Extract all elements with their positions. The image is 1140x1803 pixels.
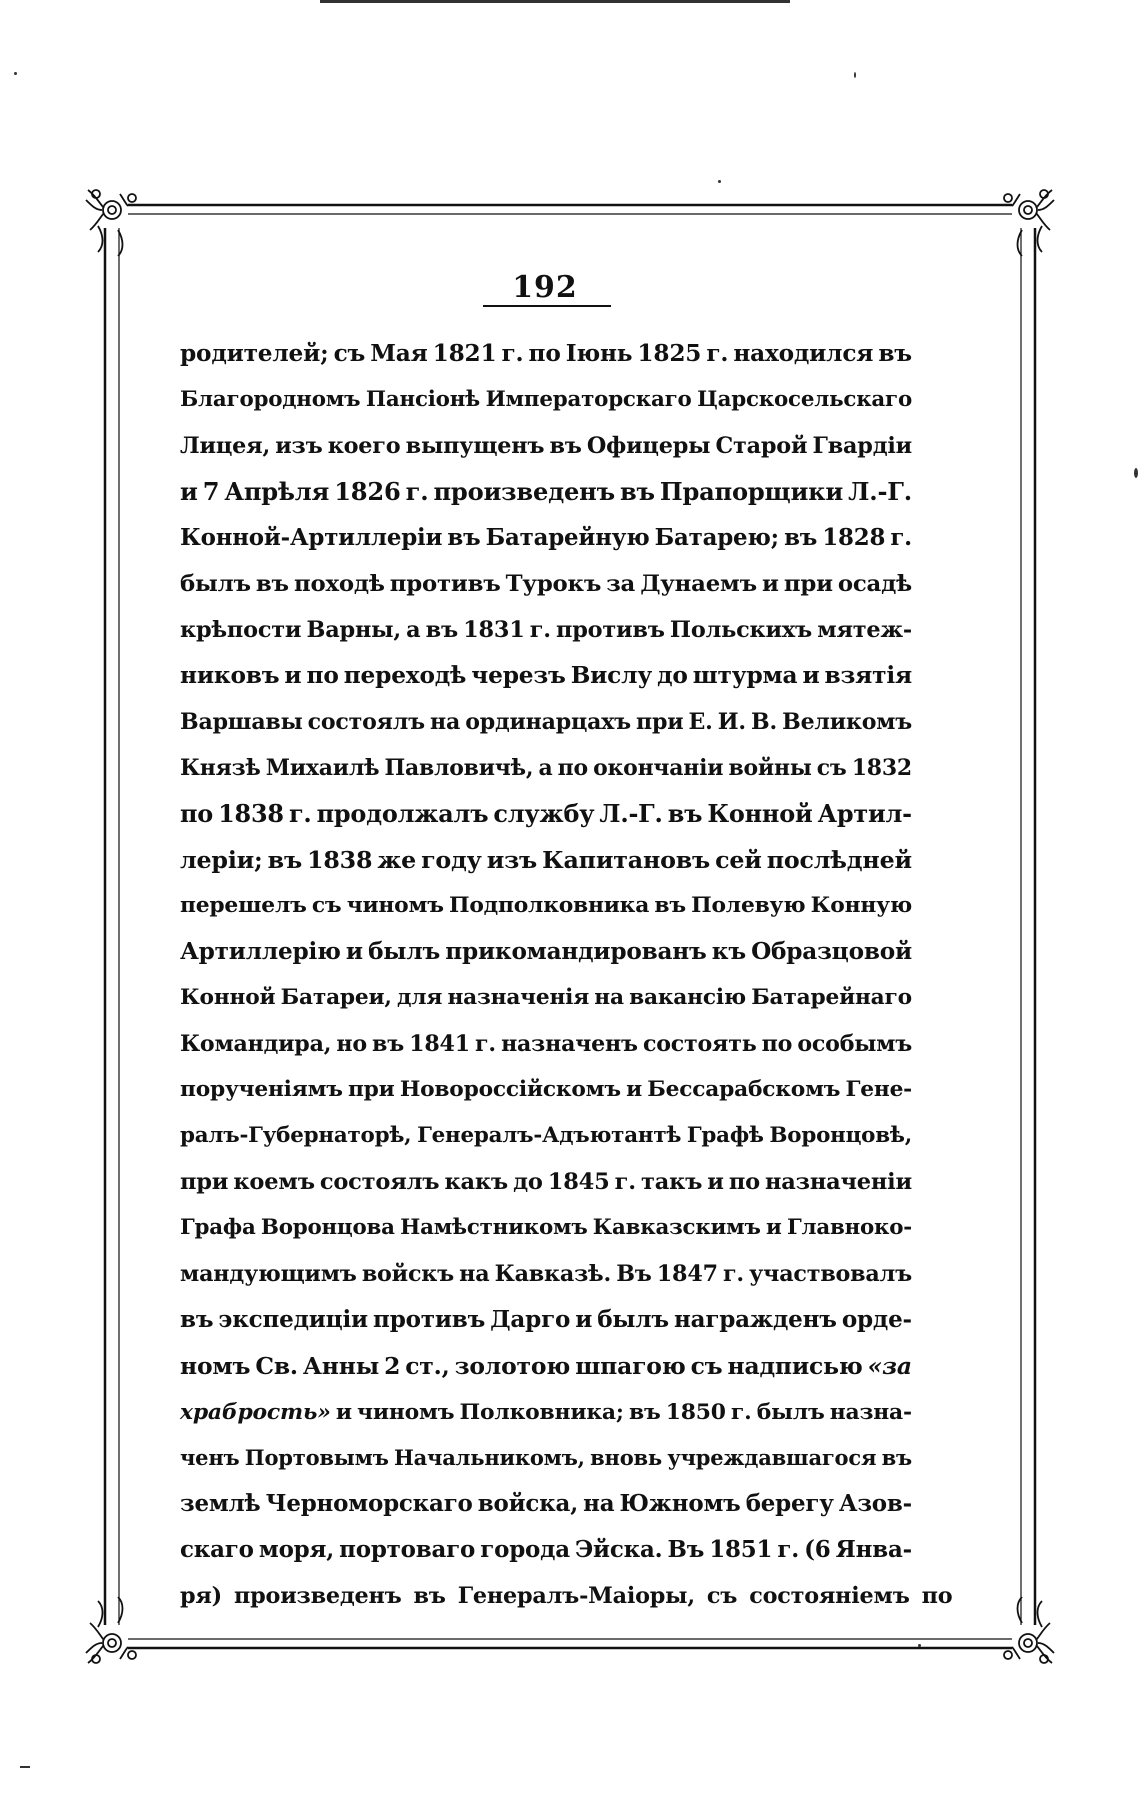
word: и — [802, 662, 820, 689]
word: послѣдней — [766, 846, 912, 874]
word: взятія — [824, 662, 912, 689]
text-line — [180, 1481, 912, 1527]
word: г. — [288, 800, 312, 828]
text-line — [180, 745, 912, 791]
word: состоялъ — [319, 1169, 440, 1195]
text-line — [180, 653, 912, 699]
word: такъ — [640, 1169, 703, 1195]
word: Артиллерію — [180, 938, 341, 965]
word: Воронцовѣ, — [769, 1123, 912, 1148]
word: состоять — [642, 1031, 757, 1057]
word: 1845 — [547, 1169, 610, 1195]
text-line — [180, 1159, 912, 1205]
word: состоялъ — [307, 709, 425, 735]
word: Черноморскаго — [265, 1490, 473, 1517]
word: Графа — [180, 1215, 256, 1240]
word: за — [606, 571, 636, 597]
word: г. — [529, 617, 551, 643]
word: а — [538, 755, 553, 781]
scan-speck — [14, 72, 17, 75]
word: ченъ — [180, 1445, 240, 1470]
text-line — [180, 1021, 912, 1067]
word: до — [657, 662, 688, 689]
word: и — [335, 1399, 352, 1425]
scan-speck — [918, 1644, 921, 1647]
word: но — [336, 1031, 367, 1057]
word: Анны — [302, 1352, 380, 1380]
word: ралъ-Губернаторѣ, — [180, 1123, 412, 1148]
word: въ — [549, 433, 582, 459]
word: по — [761, 1031, 793, 1057]
word: съ — [706, 1583, 738, 1609]
word: при — [636, 709, 684, 735]
text-line — [180, 1067, 912, 1113]
word: особымъ — [797, 1031, 912, 1057]
word: въ — [413, 1583, 446, 1609]
word: Новороссійскомъ — [399, 1077, 621, 1102]
text-line — [180, 1573, 953, 1619]
word: Князѣ — [180, 755, 261, 781]
word: черезъ — [471, 662, 566, 689]
scan-speck — [20, 1766, 30, 1768]
word: Генералъ-Маіоры, — [457, 1583, 695, 1609]
word: орде- — [841, 1306, 912, 1333]
word: Вислу — [570, 662, 653, 689]
word: по — [528, 340, 561, 367]
word: состояніемъ — [749, 1583, 910, 1609]
word: и — [180, 477, 198, 506]
word: произведенъ — [433, 477, 615, 506]
word: ординарцахъ — [465, 709, 631, 735]
word: въ — [784, 524, 818, 551]
word: назначеніи — [765, 1169, 912, 1195]
word: окончаніи — [593, 755, 724, 781]
word: Бессарабскомъ — [647, 1077, 841, 1102]
word: Артил- — [817, 800, 912, 828]
word: г. — [501, 340, 524, 367]
word: съ — [690, 1352, 723, 1380]
word: до — [513, 1169, 543, 1195]
word: на — [594, 985, 624, 1010]
word: по — [557, 755, 588, 781]
word: скаго — [180, 1536, 254, 1563]
word: Азов- — [838, 1490, 912, 1517]
word: Батарейную — [485, 524, 650, 551]
word: на — [459, 1261, 490, 1287]
word: въ — [372, 1031, 404, 1057]
word: по — [921, 1583, 953, 1609]
word: осадѣ — [837, 571, 912, 597]
word: 1847 — [656, 1261, 718, 1287]
word: порученіямъ — [180, 1077, 343, 1102]
corner-ornament-top-right — [1004, 190, 1054, 256]
text-line — [180, 377, 912, 423]
word: войска, — [477, 1490, 578, 1517]
word: Генералъ-Адъютантѣ — [417, 1123, 682, 1148]
word: Конную — [810, 893, 912, 918]
word: году — [421, 846, 482, 874]
word: въ — [667, 800, 703, 828]
word: золотою — [454, 1352, 571, 1380]
word: 1821 — [432, 340, 497, 367]
word: г. — [890, 524, 912, 551]
word: Янва- — [835, 1536, 912, 1563]
word: 1828 — [822, 524, 886, 551]
scan-speck — [854, 72, 856, 78]
word: назначенія — [447, 985, 590, 1010]
word: 1831 — [463, 617, 525, 643]
word: переходѣ — [343, 662, 467, 689]
word: продолжалъ — [316, 800, 489, 828]
word: мятеж- — [817, 617, 912, 643]
word: Императорскаго — [485, 387, 692, 412]
word: Образцовой — [751, 938, 912, 965]
word: былъ — [756, 1399, 825, 1425]
word: Апрѣля — [224, 477, 330, 506]
word: въ — [267, 846, 302, 874]
word: въ — [619, 477, 655, 506]
word: Командира, — [180, 1031, 332, 1057]
word: Гвардіи — [812, 433, 912, 459]
word: Графѣ — [686, 1123, 764, 1148]
word: въ — [425, 617, 458, 643]
word: Батарею; — [654, 524, 779, 551]
text-line — [180, 515, 912, 561]
word: вакансію — [629, 985, 746, 1010]
word: вновь — [590, 1445, 662, 1470]
word: изъ — [275, 433, 323, 459]
word: Эйска. — [574, 1536, 663, 1563]
word: былъ — [180, 571, 251, 597]
word: г. — [405, 477, 429, 506]
word: въ — [628, 1399, 661, 1425]
corner-ornament-top-left — [86, 190, 136, 256]
word: сей — [715, 846, 762, 874]
word: учреждавшагося — [667, 1445, 877, 1470]
word: на — [583, 1490, 615, 1517]
word: 2 — [384, 1352, 401, 1380]
word: по — [728, 1169, 760, 1195]
word: а — [406, 617, 421, 643]
word: 1850 — [665, 1399, 726, 1425]
word: Мая — [370, 340, 428, 367]
word: Л.-Г. — [599, 800, 663, 828]
word: землѣ — [180, 1490, 261, 1517]
word: мандующимъ — [180, 1261, 357, 1287]
word: находился — [733, 340, 874, 367]
word: былъ — [368, 938, 441, 965]
word: Царскосельскаго — [697, 387, 912, 412]
text-line — [180, 975, 912, 1021]
word: 1832 — [851, 755, 912, 781]
text-line — [180, 1343, 912, 1389]
text-line — [180, 699, 912, 745]
corner-ornament-bottom-right — [1004, 1597, 1054, 1663]
text-line — [180, 1297, 912, 1343]
word: назначенъ — [501, 1031, 638, 1057]
word: 1838 — [218, 800, 284, 828]
text-line — [180, 837, 912, 883]
word: походѣ — [293, 571, 385, 597]
word: Лицея, — [180, 433, 271, 459]
word: Главноко- — [786, 1215, 912, 1240]
word: (6 — [804, 1536, 831, 1563]
word: въ — [878, 340, 912, 367]
word: въ — [255, 571, 289, 597]
word: произведенъ — [234, 1583, 402, 1609]
word: Гене- — [845, 1077, 912, 1102]
text-line — [180, 1435, 912, 1481]
word: Конной — [180, 985, 276, 1010]
word: участвовалъ — [749, 1261, 912, 1287]
word: 1841 — [409, 1031, 470, 1057]
word: Конной-Артиллеріи — [180, 524, 443, 551]
word: 1825 — [637, 340, 702, 367]
word: шпагою — [575, 1352, 686, 1380]
word: г. — [706, 340, 729, 367]
word: Намѣстникомъ — [400, 1215, 588, 1240]
word: Батареи, — [280, 985, 392, 1010]
word: съ — [333, 340, 366, 367]
text-line — [180, 791, 912, 837]
word: г. — [723, 1261, 744, 1287]
text-line — [180, 1389, 912, 1435]
word: и — [284, 662, 302, 689]
word: И. — [717, 709, 746, 735]
word: и — [626, 1077, 642, 1102]
word: берегу — [745, 1490, 834, 1517]
word: портоваго — [339, 1536, 476, 1563]
word: по — [306, 662, 339, 689]
word: при — [347, 1077, 395, 1102]
word: же — [377, 846, 417, 874]
word: Подполковника — [448, 893, 650, 918]
word: Благородномъ — [180, 387, 361, 412]
word: награжденъ — [673, 1306, 837, 1333]
word: для — [397, 985, 443, 1010]
word: Пансіонѣ — [365, 387, 480, 412]
page-number-rule — [483, 305, 611, 307]
word: Варны, — [306, 617, 401, 643]
word: чиномъ — [346, 893, 444, 918]
word: г. — [475, 1031, 496, 1057]
word: былъ — [597, 1306, 669, 1333]
word: леріи; — [180, 846, 263, 874]
word: на — [430, 709, 461, 735]
word: Польскихъ — [669, 617, 813, 643]
corner-ornament-bottom-left — [86, 1597, 136, 1663]
word: никовъ — [180, 662, 280, 689]
word: въ — [447, 524, 481, 551]
word: Павловичѣ, — [384, 755, 534, 781]
word: къ — [711, 938, 746, 965]
word: крѣпости — [180, 617, 302, 643]
text-line — [180, 883, 912, 929]
word: Портовымъ — [244, 1445, 389, 1470]
text-line — [180, 929, 912, 975]
text-line — [180, 607, 912, 653]
word: Кавказѣ. — [494, 1261, 612, 1287]
word: Южномъ — [619, 1490, 741, 1517]
text-line — [180, 1113, 912, 1159]
word: и — [766, 1215, 782, 1240]
text-line — [180, 1251, 912, 1297]
word: Великомъ — [782, 709, 912, 735]
word: противъ — [556, 617, 665, 643]
word: 1851 — [709, 1536, 773, 1563]
word: ст., — [405, 1352, 450, 1380]
word: перешелъ — [180, 893, 307, 918]
word: 7 — [202, 477, 220, 506]
word: Въ — [667, 1536, 705, 1563]
word: надписью — [727, 1352, 863, 1380]
text-line — [180, 331, 912, 377]
word: назна- — [829, 1399, 912, 1425]
word: 1838 — [307, 846, 373, 874]
word: Варшавы — [180, 709, 303, 735]
word: прикомандированъ — [445, 938, 707, 965]
word: коего — [327, 433, 401, 459]
word: экспедиціи — [218, 1306, 368, 1333]
word: Л.-Г. — [848, 477, 912, 506]
word: и — [575, 1306, 593, 1333]
word: Конной — [707, 800, 813, 828]
word: съ — [816, 755, 847, 781]
word: Дарго — [490, 1306, 571, 1333]
word: Воронцова — [260, 1215, 395, 1240]
body-text — [180, 331, 953, 1619]
word: изъ — [486, 846, 538, 874]
word: въ — [180, 1306, 214, 1333]
word: войны — [728, 755, 812, 781]
text-line — [180, 1205, 912, 1251]
scan-speck — [1134, 468, 1138, 478]
word: Офицеры — [586, 433, 711, 459]
text-line — [180, 423, 912, 469]
word: Кавказскимъ — [592, 1215, 761, 1240]
word: противъ — [389, 571, 501, 597]
word: Дунаемъ — [640, 571, 757, 597]
word: Старой — [715, 433, 808, 459]
word: номъ — [180, 1352, 251, 1380]
page-number: 192 — [512, 270, 578, 305]
word: г. — [777, 1536, 799, 1563]
text-line — [180, 469, 912, 515]
text-line — [180, 1527, 912, 1573]
word: какъ — [444, 1169, 508, 1195]
word: 1826 — [334, 477, 401, 506]
word: Прапорщики — [659, 477, 844, 506]
word: по — [180, 800, 214, 828]
word: штурма — [692, 662, 798, 689]
word: при — [783, 571, 833, 597]
word: г. — [614, 1169, 636, 1195]
word: и — [707, 1169, 724, 1195]
word: чиномъ — [357, 1399, 455, 1425]
word: моря, — [258, 1536, 335, 1563]
word: храбрость» — [180, 1399, 331, 1425]
word: Михаилѣ — [265, 755, 380, 781]
word: въ — [881, 1445, 912, 1470]
word: съ — [311, 893, 342, 918]
word: при — [180, 1169, 229, 1195]
word: противъ — [373, 1306, 486, 1333]
word: Въ — [616, 1261, 652, 1287]
word: Св. — [255, 1352, 298, 1380]
word: «за — [867, 1352, 912, 1380]
word: въ — [654, 893, 686, 918]
text-line — [180, 561, 912, 607]
word: коемъ — [233, 1169, 315, 1195]
word: службу — [493, 800, 595, 828]
word: Капитановъ — [542, 846, 711, 874]
word: г. — [730, 1399, 752, 1425]
word: Батарейнаго — [751, 985, 912, 1010]
word: Іюнь — [565, 340, 633, 367]
word: Турокъ — [505, 571, 602, 597]
word: В. — [751, 709, 777, 735]
scan-speck — [718, 180, 721, 183]
word: Начальникомъ, — [393, 1445, 585, 1470]
word: родителей; — [180, 340, 329, 367]
word: выпущенъ — [405, 433, 545, 459]
word: города — [480, 1536, 570, 1563]
word: и — [345, 938, 363, 965]
word: ря) — [180, 1583, 223, 1609]
word: Полевую — [691, 893, 806, 918]
word: и — [762, 571, 779, 597]
word: Полковника; — [459, 1399, 624, 1425]
word: Е. — [688, 709, 713, 735]
word: войскъ — [361, 1261, 454, 1287]
